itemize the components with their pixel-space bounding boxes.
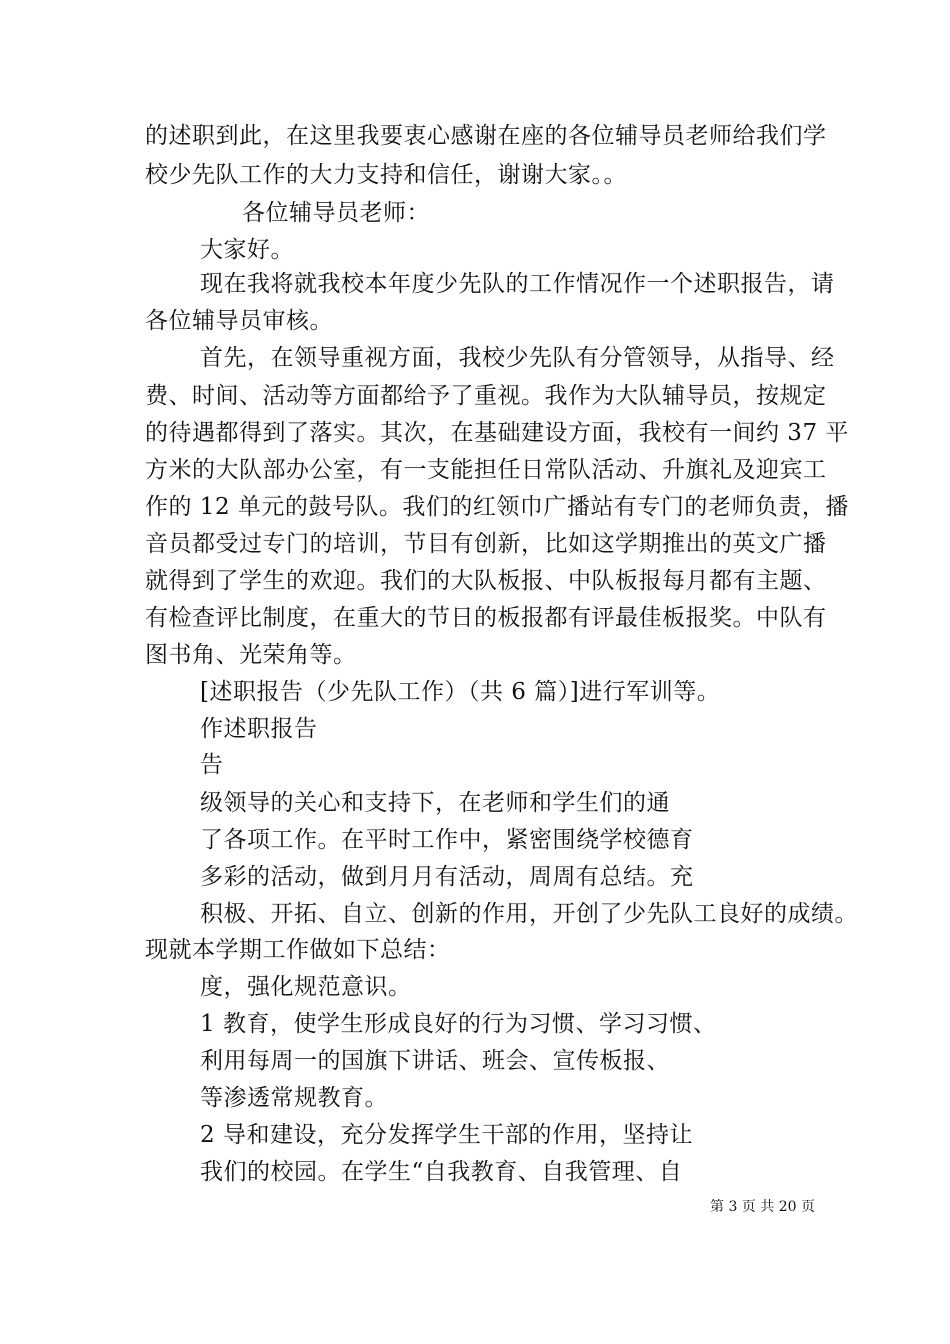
text-line: 1 教育，使学生形成良好的行为习惯、学习习惯、	[200, 1011, 717, 1037]
text-line: 现在我将就我校本年度少先队的工作情况作一个述职报告，请	[200, 271, 835, 297]
text-line: 各位辅导员老师：	[242, 200, 430, 226]
text-line: 了各项工作。在平时工作中，紧密围绕学校德育	[200, 827, 694, 853]
text-line: 多彩的活动，做到月月有活动，周周有总结。充	[200, 864, 694, 890]
text-line: 各位辅导员审核。	[145, 308, 333, 334]
text-line: 积极、开拓、自立、创新的作用，开创了少先队工良好的成绩。	[200, 901, 858, 927]
text-line: 告	[200, 752, 224, 778]
text-line: 现就本学期工作做如下总结：	[145, 937, 451, 963]
text-line: [述职报告（少先队工作）（共 6 篇）]进行军训等。	[200, 679, 721, 705]
text-line: 作述职报告	[200, 716, 318, 742]
text-line: 的待遇都得到了落实。其次，在基础建设方面，我校有一间约 37 平	[145, 420, 849, 446]
text-line: 首先，在领导重视方面，我校少先队有分管领导，从指导、经	[200, 345, 835, 371]
text-line: 级领导的关心和支持下，在老师和学生们的通	[200, 790, 670, 816]
page-number: 第 3 页 共 20 页	[710, 1199, 815, 1215]
text-line: 有检查评比制度，在重大的节日的板报都有评最佳板报奖。中队有	[145, 605, 827, 631]
text-line: 音员都受过专门的培训，节目有创新，比如这学期推出的英文广播	[145, 531, 827, 557]
text-line: 等渗透常规教育。	[200, 1085, 388, 1111]
text-line: 利用每周一的国旗下讲话、班会、宣传板报、	[200, 1048, 670, 1074]
text-line: 费、时间、活动等方面都给予了重视。我作为大队辅导员，按规定	[145, 383, 827, 409]
text-line: 就得到了学生的欢迎。我们的大队板报、中队板报每月都有主题、	[145, 568, 827, 594]
text-line: 大家好。	[200, 237, 294, 263]
text-line: 度，强化规范意识。	[200, 974, 412, 1000]
text-line: 的述职到此，在这里我要衷心感谢在座的各位辅导员老师给我们学	[145, 123, 827, 149]
text-line: 图书角、光荣角等。	[145, 642, 357, 668]
text-line: 我们的校园。在学生“自我教育、自我管理、自	[200, 1159, 683, 1185]
text-line: 作的 12 单元的鼓号队。我们的红领巾广播站有专门的老师负责，播	[145, 494, 849, 520]
text-line: 校少先队工作的大力支持和信任，谢谢大家。。	[145, 162, 627, 188]
text-line: 方米的大队部办公室，有一支能担任日常队活动、升旗礼及迎宾工	[145, 457, 827, 483]
text-line: 2 导和建设，充分发挥学生干部的作用，坚持让	[200, 1122, 693, 1148]
